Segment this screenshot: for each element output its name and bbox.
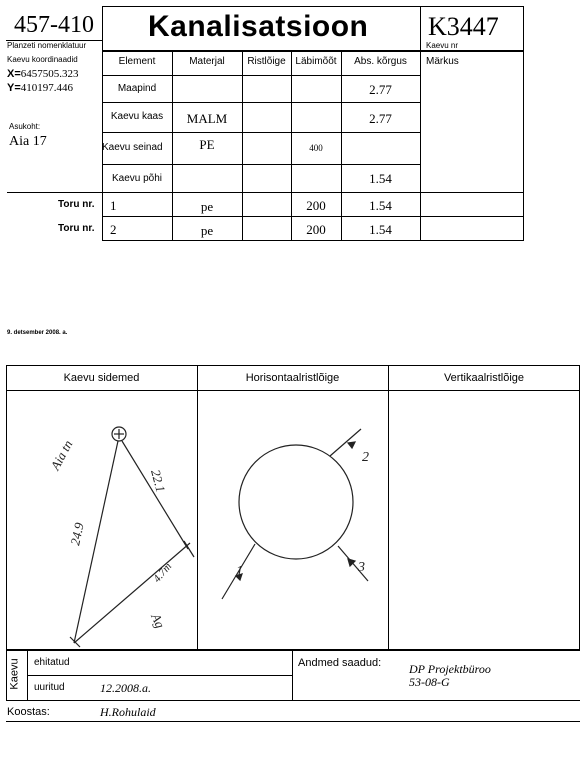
surveyed-label: uuritud (34, 682, 65, 693)
row-element: Kaevu põhi (111, 173, 163, 184)
pipe-diameter: 200 (306, 222, 326, 237)
sketch-col-horizontal: Horisontaalristlõige (245, 372, 340, 384)
row-height: 1.54 (369, 171, 392, 186)
pipe-label: Toru nr. (58, 199, 95, 210)
row-height: 2.77 (369, 111, 392, 126)
footer-line (6, 650, 580, 651)
sketch-col-ties: Kaevu sidemed (63, 372, 140, 384)
row-material: MALM (186, 111, 228, 126)
surveyed-value: 12.2008.a. (100, 681, 151, 695)
header-top-line-right (420, 6, 524, 7)
pipe-height: 1.54 (369, 198, 392, 213)
table-line (420, 51, 421, 240)
source-label: Andmed saadud: (298, 657, 382, 669)
well-circle-icon (239, 445, 353, 559)
footer-divider (292, 650, 293, 700)
compiled-label: Koostas: (7, 706, 50, 718)
source-value-code: 53-08-G (409, 675, 450, 689)
sketch-col-vertical: Vertikaalristlõige (443, 372, 525, 384)
horizontal-section-sketch (198, 391, 388, 649)
pipe-label-2: 2 (362, 450, 369, 465)
col-header-cross-section: Ristlõige (247, 56, 286, 67)
tie-side-label: Ag (148, 610, 168, 631)
col-header-note: Märkus (426, 56, 459, 67)
table-line (102, 102, 420, 103)
table-line (102, 51, 524, 52)
map-sheet-underline (6, 40, 102, 41)
pipe-material: pe (200, 223, 214, 238)
table-line (102, 216, 524, 217)
coordinate-x (7, 68, 79, 80)
tie-distance-bottom: 4.7m (151, 560, 175, 585)
footer-line (27, 675, 292, 676)
pipe-label-1: 1 (236, 564, 243, 579)
tie-street-label: Aia tn (47, 437, 76, 473)
col-header-material: Materjal (189, 56, 225, 67)
row-height: 2.77 (369, 82, 392, 97)
row-diameter: 400 (309, 143, 323, 153)
coordinates-caption: Kaevu koordinaadid (7, 55, 78, 64)
col-header-element: Element (118, 56, 156, 67)
table-line (7, 192, 524, 193)
table-line (102, 75, 420, 76)
col-header-height: Abs. kõrgus (354, 56, 407, 67)
pipe-number: 1 (110, 198, 117, 213)
table-line (102, 132, 420, 133)
well-number: K3447 (428, 12, 499, 41)
row-element: Kaevu kaas (110, 111, 164, 122)
footer-divider (27, 650, 28, 700)
footer-line (6, 721, 580, 722)
pipe-number: 2 (110, 222, 117, 237)
compiled-value: H.Rohulaid (100, 705, 156, 719)
tie-line-bottom (74, 543, 190, 643)
ties-sketch (6, 391, 197, 649)
table-line (242, 51, 243, 240)
location-caption: Asukoht: (9, 122, 41, 131)
table-line (102, 240, 524, 241)
sketch-divider (388, 365, 389, 650)
source-value-company: DP Projektbüroo (409, 662, 491, 676)
coordinate-x-label: X= (7, 68, 21, 80)
table-line (102, 164, 420, 165)
table-line (523, 6, 524, 240)
pipe-line-2 (330, 429, 361, 456)
footer-line (6, 700, 580, 701)
pipe-material: pe (200, 199, 214, 214)
row-element: Maapind (117, 83, 157, 94)
pipe-label: Toru nr. (58, 223, 95, 234)
tie-distance-left: 24.9 (67, 521, 87, 547)
date-stamp: 9. detsember 2008. a. (7, 330, 68, 336)
map-sheet-caption: Planzeti nomenklatuur (7, 41, 87, 50)
footer-divider (6, 650, 7, 700)
well-number-caption: Kaevu nr (426, 41, 459, 50)
header-divider (420, 6, 421, 51)
col-header-diameter: Läbimõõt (295, 56, 337, 67)
coordinate-y (7, 82, 73, 94)
footer-side-label: Kaevu (8, 658, 21, 690)
map-sheet-number: 457-410 (14, 12, 94, 38)
page-title: Kanalisatsioon (148, 10, 369, 43)
row-element: Kaevu seinad (102, 142, 163, 153)
tie-distance-right: 22.1 (148, 467, 169, 494)
coordinate-y-label: Y= (7, 82, 21, 94)
pipe-height: 1.54 (369, 222, 392, 237)
location-value: Aia 17 (9, 134, 47, 149)
coordinate-x-value: 6457505.323 (20, 68, 79, 80)
tie-line-right (122, 441, 188, 549)
built-label: ehitatud (34, 657, 70, 668)
row-material: PE (199, 137, 215, 152)
coordinate-y-value: 410197.446 (20, 82, 74, 94)
pipe-label-3: 3 (358, 560, 365, 575)
pipe-diameter: 200 (306, 198, 326, 213)
